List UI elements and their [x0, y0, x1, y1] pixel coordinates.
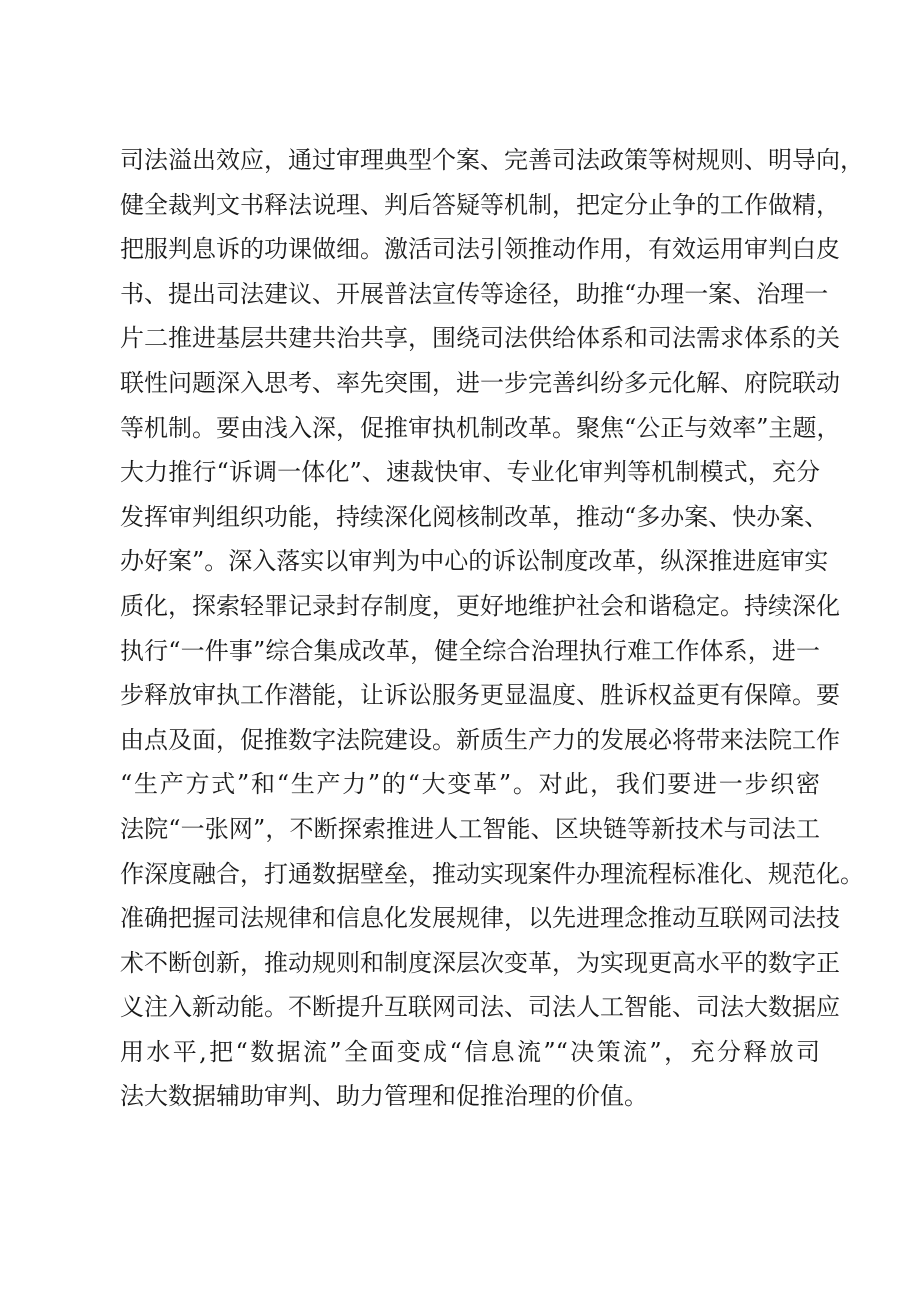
text-line: 准确把握司法规律和信息化发展规律，以先进理念推动互联网司法技 — [120, 904, 840, 933]
text-line: 把服判息诉的功课做细。激活司法引领推动作用，有效运用审判白皮 — [120, 235, 840, 264]
text-line: 执行“一件事”综合集成改革，健全综合治理执行难工作体系，进一 — [120, 636, 820, 665]
text-line: 质化，探索轻罪记录封存制度，更好地维护社会和谐稳定。持续深化 — [120, 591, 840, 620]
text-line: 大力推行“诉调一体化”、速裁快审、专业化审判等机制模式，充分 — [120, 458, 820, 487]
text-line: 片二推进基层共建共治共享，围绕司法供给体系和司法需求体系的关 — [120, 324, 840, 353]
text-line: 法大数据辅助审判、助力管理和促推治理的价值。 — [120, 1082, 648, 1111]
text-line: 司法溢出效应，通过审理典型个案、完善司法政策等树规则、明导向， — [120, 146, 864, 174]
text-line: 作深度融合，打通数据壁垒，推动实现案件办理流程标准化、规范化。 — [120, 859, 864, 888]
body-paragraph — [120, 138, 864, 1119]
text-line: 法院“一张网”，不断探索推进人工智能、区块链等新技术与司法工 — [120, 814, 820, 843]
text-line: 由点及面，促推数字法院建设。新质生产力的发展必将带来法院工作 — [120, 725, 840, 754]
text-line: “生产方式”和“生产力”的“大变革”。对此，我们要进一步织密 — [120, 770, 820, 799]
text-line: 义注入新动能。不断提升互联网司法、司法人工智能、司法大数据应 — [120, 993, 840, 1022]
text-line: 发挥审判组织功能，持续深化阅核制改革，推动“多办案、快办案、 — [120, 502, 829, 531]
text-line: 用水平,把“数据流”全面变成“信息流”“决策流”，充分释放司 — [120, 1037, 820, 1066]
text-line: 步释放审执工作潜能，让诉讼服务更显温度、胜诉权益更有保障。要 — [120, 681, 840, 710]
text-line: 书、提出司法建议、开展普法宣传等途径，助推“办理一案、治理一 — [120, 279, 829, 308]
text-line: 联性问题深入思考、率先突围，进一步完善纠纷多元化解、府院联动 — [120, 368, 840, 397]
text-line: 健全裁判文书释法说理、判后答疑等机制，把定分止争的工作做精， — [120, 190, 840, 219]
text-line: 等机制。要由浅入深，促推审执机制改革。聚焦“公正与效率”主题， — [120, 413, 841, 442]
text-line: 术不断创新，推动规则和制度深层次变革，为实现更高水平的数字正 — [120, 948, 840, 977]
text-line: 办好案”。深入落实以审判为中心的诉讼制度改革，纵深推进庭审实 — [120, 547, 829, 576]
